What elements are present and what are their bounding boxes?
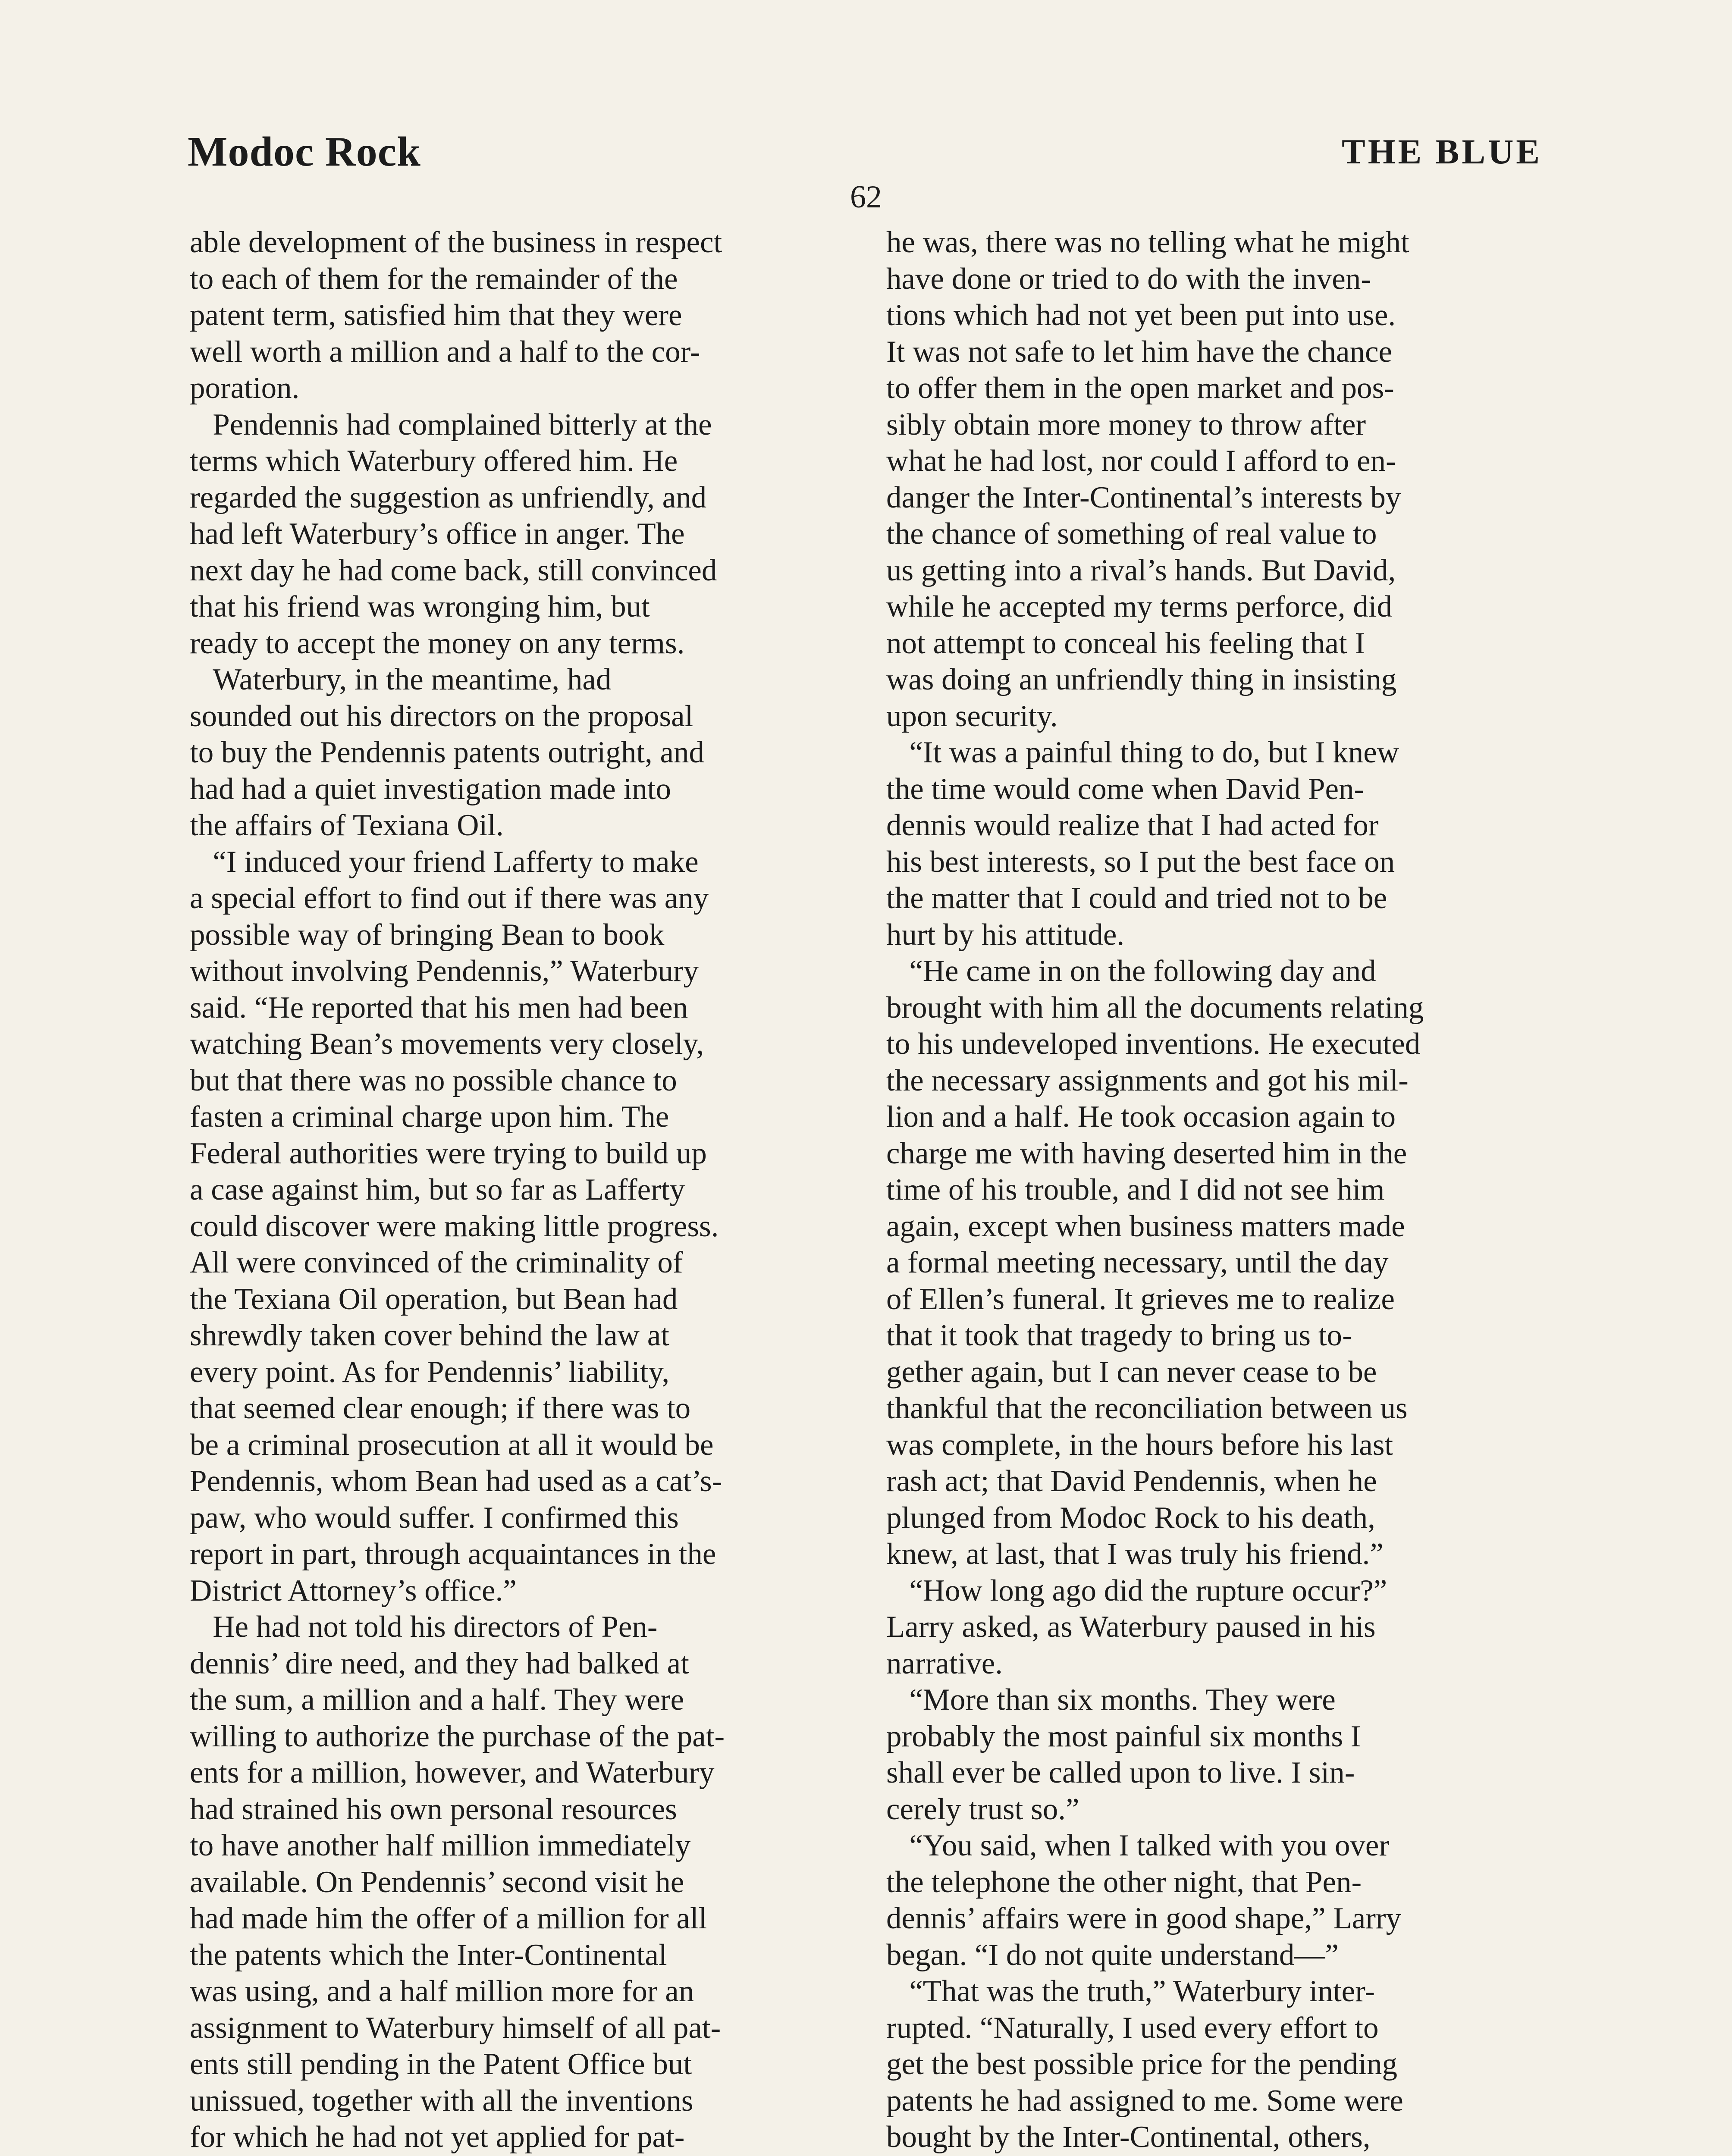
text-line: “That was the truth,” Waterbury inter-	[886, 1974, 1375, 2008]
text-line: every point. As for Pendennis’ liability,	[190, 1355, 670, 1389]
text-line: lion and a half. He took occasion again to	[886, 1100, 1396, 1134]
text-line: paw, who would suffer. I confirmed this	[190, 1501, 679, 1535]
text-line: Pendennis had complained bitterly at the	[190, 407, 712, 442]
text-line: willing to authorize the purchase of the pat-	[190, 1719, 725, 1753]
text-line: us getting into a rival’s hands. But David,	[886, 553, 1396, 587]
text-line: time of his trouble, and I did not see him	[886, 1173, 1385, 1206]
text-line: the chance of something of real value to	[886, 517, 1377, 551]
text-line: to each of them for the remainder of the	[190, 262, 678, 296]
text-line: the necessary assignments and got his mil-	[886, 1063, 1409, 1097]
text-line: again, except when business matters made	[886, 1209, 1405, 1243]
text-line: Larry asked, as Waterbury paused in his	[886, 1610, 1376, 1644]
text-line: for which he had not yet applied for pat-	[190, 2120, 685, 2154]
text-line: cerely trust so.”	[886, 1792, 1079, 1826]
text-line: the telephone the other night, that Pen-	[886, 1865, 1362, 1899]
text-line: began. “I do not quite understand—”	[886, 1938, 1339, 1972]
text-line: to his undeveloped inventions. He executed	[886, 1027, 1421, 1061]
left-column	[190, 224, 845, 2156]
text-line: rupted. “Naturally, I used every effort to	[886, 2011, 1379, 2045]
text-line: All were convinced of the criminality of	[190, 1246, 683, 1279]
text-line: the patents which the Inter-Continental	[190, 1938, 667, 1972]
magazine-title: THE BLUE	[1342, 132, 1542, 171]
text-line: a case against him, but so far as Lafferty	[190, 1173, 685, 1206]
text-line: Pendennis, whom Bean had used as a cat’s-	[190, 1464, 722, 1498]
text-line: the Texiana Oil operation, but Bean had	[190, 1282, 678, 1316]
text-line: had strained his own personal resources	[190, 1792, 677, 1826]
text-line: gether again, but I can never cease to be	[886, 1355, 1377, 1389]
story-title: Modoc Rock	[188, 128, 421, 175]
text-line: the matter that I could and tried not to be	[886, 881, 1387, 915]
text-line: his best interests, so I put the best face on	[886, 845, 1395, 879]
text-line: shrewdly taken cover behind the law at	[190, 1319, 669, 1352]
text-line: “It was a painful thing to do, but I knew	[886, 736, 1399, 769]
text-line: ents still pending in the Patent Office but	[190, 2047, 692, 2081]
text-line: Waterbury, in the meantime, had	[190, 663, 612, 696]
text-line: report in part, through acquaintances in the	[190, 1537, 716, 1571]
text-line: while he accepted my terms perforce, did	[886, 590, 1392, 624]
text-line: was complete, in the hours before his last	[886, 1428, 1393, 1462]
text-line: shall ever be called upon to live. I sin-	[886, 1756, 1355, 1789]
text-line: “He came in on the following day and	[886, 954, 1376, 988]
text-line: sibly obtain more money to throw after	[886, 407, 1366, 442]
text-line: thankful that the reconciliation between us	[886, 1391, 1408, 1425]
text-line: be a criminal prosecution at all it would be	[190, 1428, 714, 1462]
text-line: watching Bean’s movements very closely,	[190, 1027, 704, 1061]
text-line: was doing an unfriendly thing in insisting	[886, 663, 1397, 696]
text-line: had left Waterbury’s office in anger. The	[190, 517, 685, 551]
text-line: fasten a criminal charge upon him. The	[190, 1100, 669, 1134]
text-line: of Ellen’s funeral. It grieves me to realize	[886, 1282, 1395, 1316]
text-line: not attempt to conceal his feeling that I	[886, 626, 1365, 660]
text-line: a formal meeting necessary, until the day	[886, 1246, 1389, 1279]
text-line: hurt by his attitude.	[886, 918, 1125, 952]
text-line: to offer them in the open market and pos-	[886, 371, 1394, 405]
text-line: had had a quiet investigation made into	[190, 772, 671, 806]
text-line: tions which had not yet been put into use.	[886, 298, 1396, 332]
text-line: Federal authorities were trying to build up	[190, 1136, 707, 1170]
text-line: that it took that tragedy to bring us to-	[886, 1319, 1352, 1352]
text-line: ready to accept the money on any terms.	[190, 626, 685, 660]
text-line: that seemed clear enough; if there was to	[190, 1391, 691, 1425]
text-line: possible way of bringing Bean to book	[190, 918, 665, 952]
text-line: the sum, a million and a half. They were	[190, 1683, 684, 1717]
text-line: a special effort to find out if there was any	[190, 881, 709, 915]
text-line: narrative.	[886, 1646, 1003, 1680]
text-line: next day he had come back, still convinced	[190, 553, 717, 587]
text-line: bought by the Inter-Continental, others,	[886, 2120, 1371, 2154]
text-line: able development of the business in respect	[190, 226, 722, 259]
text-line: had made him the offer of a million for all	[190, 1902, 707, 1935]
text-line: unissued, together with all the inventions	[190, 2084, 693, 2118]
page-number: 62	[850, 179, 882, 215]
text-line: He had not told his directors of Pen-	[190, 1610, 658, 1644]
text-line: brought with him all the documents relating	[886, 990, 1424, 1025]
text-line: the affairs of Texiana Oil.	[190, 808, 504, 842]
text-line: dennis’ dire need, and they had balked at	[190, 1646, 689, 1680]
text-line: he was, there was no telling what he might	[886, 226, 1409, 259]
text-line: without involving Pendennis,” Waterbury	[190, 954, 699, 988]
text-line: to have another half million immediately	[190, 1829, 691, 1862]
text-line: ents for a million, however, and Waterbury	[190, 1756, 715, 1789]
text-line: terms which Waterbury offered him. He	[190, 444, 678, 478]
text-line: patents he had assigned to me. Some were	[886, 2084, 1403, 2118]
text-line: “How long ago did the rupture occur?”	[886, 1573, 1387, 1608]
text-line: what he had lost, nor could I afford to en-	[886, 444, 1396, 478]
text-line: “I induced your friend Lafferty to make	[190, 845, 699, 879]
text-line: rash act; that David Pendennis, when he	[886, 1464, 1377, 1498]
text-line: well worth a million and a half to the cor-	[190, 335, 700, 369]
right-column	[886, 224, 1542, 2156]
text-line: assignment to Waterbury himself of all pat-	[190, 2011, 721, 2045]
text-line: upon security.	[886, 699, 1058, 733]
text-line: to buy the Pendennis patents outright, and	[190, 736, 705, 769]
text-line: “You said, when I talked with you over	[886, 1829, 1390, 1862]
text-line: plunged from Modoc Rock to his death,	[886, 1501, 1375, 1535]
text-line: poration.	[190, 371, 300, 405]
text-line: have done or tried to do with the inven-	[886, 262, 1371, 296]
text-line: patent term, satisfied him that they were	[190, 298, 682, 332]
text-line: knew, at last, that I was truly his friend.”	[886, 1537, 1384, 1571]
text-line: probably the most painful six months I	[886, 1719, 1361, 1753]
text-line: available. On Pendennis’ second visit he	[190, 1865, 684, 1899]
text-line: said. “He reported that his men had been	[190, 990, 688, 1025]
text-line: dennis would realize that I had acted for	[886, 808, 1379, 842]
text-line: charge me with having deserted him in the	[886, 1136, 1407, 1170]
text-line: “More than six months. They were	[886, 1683, 1336, 1717]
text-line: that his friend was wronging him, but	[190, 590, 650, 624]
text-line: the time would come when David Pen-	[886, 772, 1365, 806]
text-line: but that there was no possible chance to	[190, 1063, 677, 1097]
text-line: danger the Inter-Continental’s interests by	[886, 480, 1401, 514]
text-line: It was not safe to let him have the chance	[886, 335, 1393, 369]
text-line: could discover were making little progress.	[190, 1209, 719, 1243]
text-line: get the best possible price for the pending	[886, 2047, 1397, 2081]
text-line: dennis’ affairs were in good shape,” Larry	[886, 1902, 1402, 1935]
text-line: regarded the suggestion as unfriendly, and	[190, 480, 707, 514]
text-line: sounded out his directors on the proposal	[190, 699, 693, 733]
text-line: was using, and a half million more for an	[190, 1974, 694, 2008]
text-line: District Attorney’s office.”	[190, 1573, 517, 1608]
